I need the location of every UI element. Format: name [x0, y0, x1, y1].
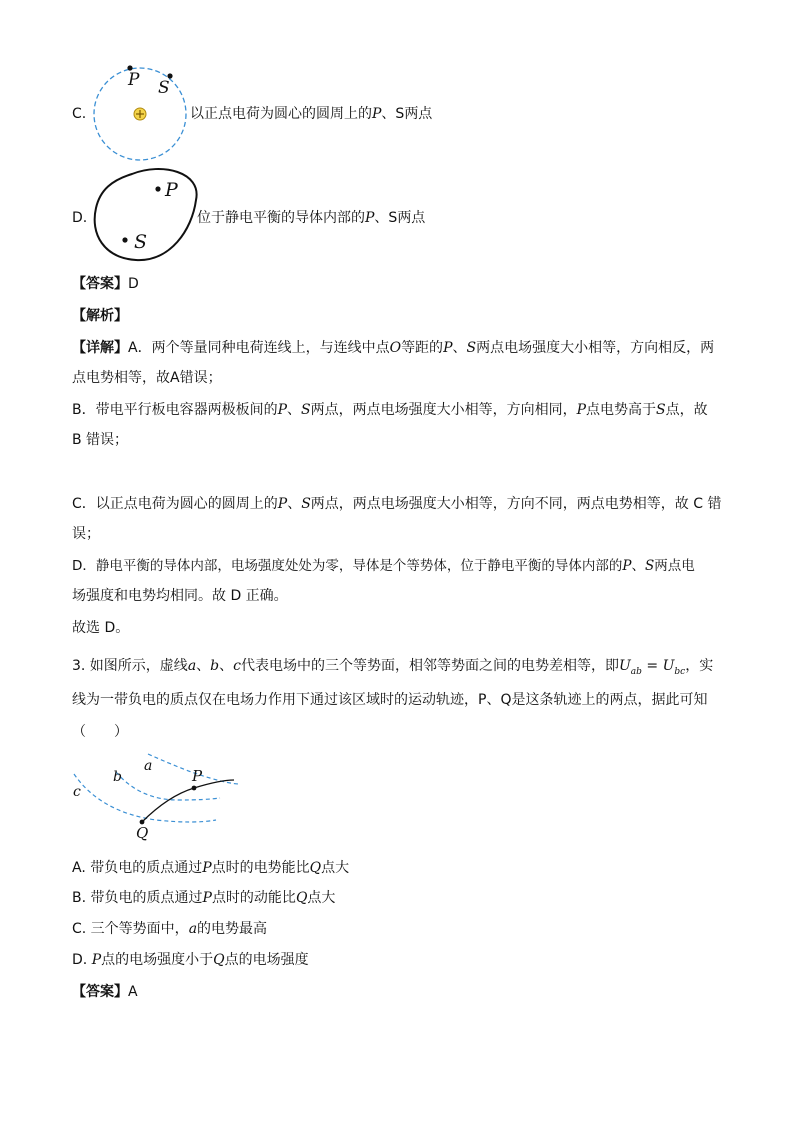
detail-d-line2: 场强度和电势均相同。故 D 正确。	[72, 588, 288, 604]
fig-label-a: a	[144, 758, 153, 774]
conclusion: 故选 D。	[72, 620, 130, 636]
point-p-dot	[155, 186, 160, 191]
option-d-label: D.	[72, 210, 88, 226]
analysis-tag: 【解析】	[72, 308, 128, 324]
question-3-stem-line3: （ ）	[72, 724, 128, 740]
fig-label-p: P	[192, 767, 203, 785]
detail-b-line1: B．带电平行板电容器两极板间的P、S两点，两点电场强度大小相等，方向相同，P点电势高于S点，故	[72, 402, 708, 418]
detail-a-line2: 点电势相等，故A错误；	[72, 370, 222, 386]
point-s-dot	[122, 237, 127, 242]
detail-c-line2: 误；	[72, 526, 100, 542]
point-p-dot	[192, 786, 197, 791]
q3-option-b: B. 带负电的质点通过P点时的动能比Q点大	[72, 890, 336, 906]
q3-option-c: C. 三个等势面中，a的电势最高	[72, 921, 268, 937]
option-d-text: 位于静电平衡的导体内部的P、S两点	[197, 210, 426, 226]
option-c-label: C.	[72, 106, 87, 122]
detail-c-line1: C．以正点电荷为圆心的圆周上的P、S两点，两点电场强度大小相等，方向不同，两点电势相等，故 C 错	[72, 496, 722, 512]
figure-label-s: S	[134, 231, 148, 253]
circle-figure	[90, 64, 190, 164]
figure-label-p: P	[165, 179, 178, 201]
figure-label-p: P	[128, 70, 140, 90]
fig-label-c: c	[73, 784, 81, 800]
equipotential-figure	[70, 750, 240, 840]
dashed-line-b	[116, 772, 220, 800]
detail-b-line2: B 错误；	[72, 432, 129, 448]
trajectory	[142, 780, 234, 822]
question-3-stem-line1: 3. 如图所示，虚线a、b、c代表电场中的三个等势面，相邻等势面之间的电势差相等，即$U_{ab} = U_{bc}$，实	[72, 658, 714, 677]
fig-label-b: b	[113, 769, 122, 785]
answer-line-2: 【答案】A	[72, 984, 138, 1000]
detail-a-line1: 【详解】A．两个等量同种电荷连线上，与连线中点O等距的P、S两点电场强度大小相等，方向相反，两	[72, 340, 715, 356]
conductor-figure	[92, 168, 202, 268]
question-3-stem-line2: 线为一带负电的质点仅在电场力作用下通过该区域时的运动轨迹，P、Q是这条轨迹上的两点，据此可知	[72, 692, 708, 708]
figure-label-s: S	[158, 78, 170, 98]
q3-option-d: D. P点的电场强度小于Q点的电场强度	[72, 952, 309, 968]
fig-label-q: Q	[136, 824, 149, 842]
option-c-text: 以正点电荷为圆心的圆周上的P、S两点	[190, 106, 433, 122]
q3-option-a: A. 带负电的质点通过P点时的电势能比Q点大	[72, 860, 350, 876]
answer-line: 【答案】D	[72, 276, 139, 292]
detail-d-line1: D．静电平衡的导体内部，电场强度处处为零，导体是个等势体，位于静电平衡的导体内部的P、S两点电	[72, 558, 695, 574]
